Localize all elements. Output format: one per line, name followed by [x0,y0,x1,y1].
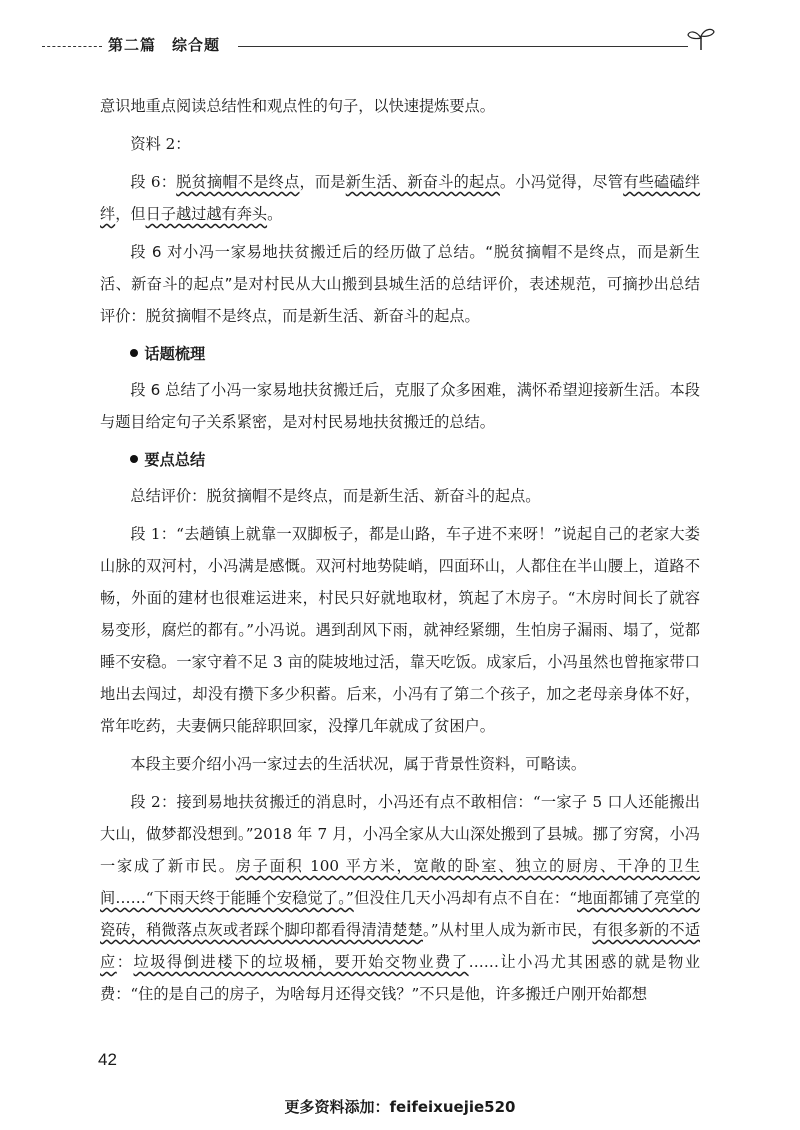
bullet-icon [130,349,138,357]
bullet-icon [130,455,138,463]
seg6-underline-4: 日子越过越有奔头 [145,205,268,223]
segment-1: 段 1：“去趟镇上就靠一双脚板子，都是山路，车子进不来呀！”说起自己的老家大娄山脉的双河村，小冯满是感慨。双河村地势陡峭，四面环山，人都住在半山腰上，道路不畅，外面的建材也很难运进来，村民只好就地取材，筑起了木房子。“木房时间长了就容易变形，腐烂的都有。”小冯说。遇到刮风下雨，就神经紧绷，生怕房子漏雨、塌了，觉都睡不安稳。一家守着不足 3 亩的陡坡地过活，靠天吃饭。成家后，小冯虽然也曾拖家带口地出去闯过，却没有攒下多少积蓄。后来，小冯有了第二个孩子，加之老母亲身体不好，常年吃药，夫妻俩只能辞职回家，没撑几年就成了贫困户。 [100,525,700,735]
segment-6 [100,166,700,230]
topic-text: 段 6 总结了小冯一家易地扶贫搬迁后，克服了众多困难，满怀希望迎接新生活。本段与题目给定句子关系紧密，是对村民易地扶贫搬迁的总结。 [100,381,700,431]
seg6-underline-1: 脱贫摘帽不是终点 [176,173,300,191]
header-section [108,34,220,55]
page-header [0,26,800,66]
seg6-mid3: ，但 [115,205,146,223]
material-label: 资料 2： [130,135,191,153]
topic-heading-text: 话题梳理 [144,345,206,363]
page-body [100,90,700,1016]
seg2-underline-4: 垃圾得倒进楼下的垃圾桶，要开始交物业费了 [133,953,469,971]
segment-1-note: 本段主要介绍小冯一家过去的生活状况，属于背景性资料，可略读。 [130,755,587,773]
section-title: 综合题 [172,36,221,54]
seg2-part-c: 。”从村里人成为新市民， [422,921,593,939]
summary-heading [100,444,700,476]
seg6-underline-3: 有些磕磕绊绊 [100,173,701,223]
summary-text: 总结评价：脱贫摘帽不是终点，而是新生活、新奋斗的起点。 [130,487,541,505]
seg2-underline-1: 房子面积 100 平方米，宽敞的卧室、独立的厨房、干净的卫生间……“下雨天终于能睡个安稳觉了。” [100,857,700,907]
sprout-icon [686,26,716,52]
header-rule-left [42,46,102,47]
seg2-part-b: 但没住几天小冯却有点不自在：“ [353,889,577,907]
intro-line: 意识地重点阅读总结性和观点性的句子，以快速提炼要点。 [100,97,495,115]
seg6-prefix: 段 6： [130,173,177,191]
summary-heading-text: 要点总结 [144,451,206,469]
seg6-mid: ，而是 [299,173,346,191]
seg2-underline-3: 有很多新的不适应 [100,921,701,971]
seg2-part-a: 段 2：接到易地扶贫搬迁的消息时，小冯还有点不敢相信：“一家子 5 口人还能搬出大山，做梦都没想到。”2018 年 7 月，小冯全家从大山深处搬到了县城。挪了穷窝，小冯一家成了新市民。 [100,793,700,875]
page-number: 42 [98,1050,117,1069]
analysis-6: 段 6 对小冯一家易地扶贫搬迁后的经历做了总结。“脱贫摘帽不是终点，而是新生活、新奋斗的起点”是对村民从大山搬到县城生活的总结评价，表述规范，可摘抄出总结评价：脱贫摘帽不是终点，而是新生活、新奋斗的起点。 [100,243,700,325]
footer-note: 更多资料添加：feifeixuejie520 [284,1098,516,1116]
segment-2 [100,786,700,1010]
seg2-part-e: ……让小冯尤其困惑的就是物业费：“住的是自己的房子，为啥每月还得交钱？”不只是他，许多搬迁户刚开始都想 [100,953,701,1003]
header-rule-right [238,46,688,47]
section-label: 第二篇 [108,36,157,54]
seg2-part-d: ： [116,953,134,971]
topic-heading [100,338,700,370]
seg6-mid2: 。小冯觉得，尽管 [499,173,624,191]
seg2-underline-2: 地面都铺了亮堂的瓷砖，稍微落点灰或者踩个脚印都看得清清楚楚 [100,889,701,939]
seg6-underline-2: 新生活、新奋斗的起点 [345,173,500,191]
seg6-end: 。 [267,205,283,223]
